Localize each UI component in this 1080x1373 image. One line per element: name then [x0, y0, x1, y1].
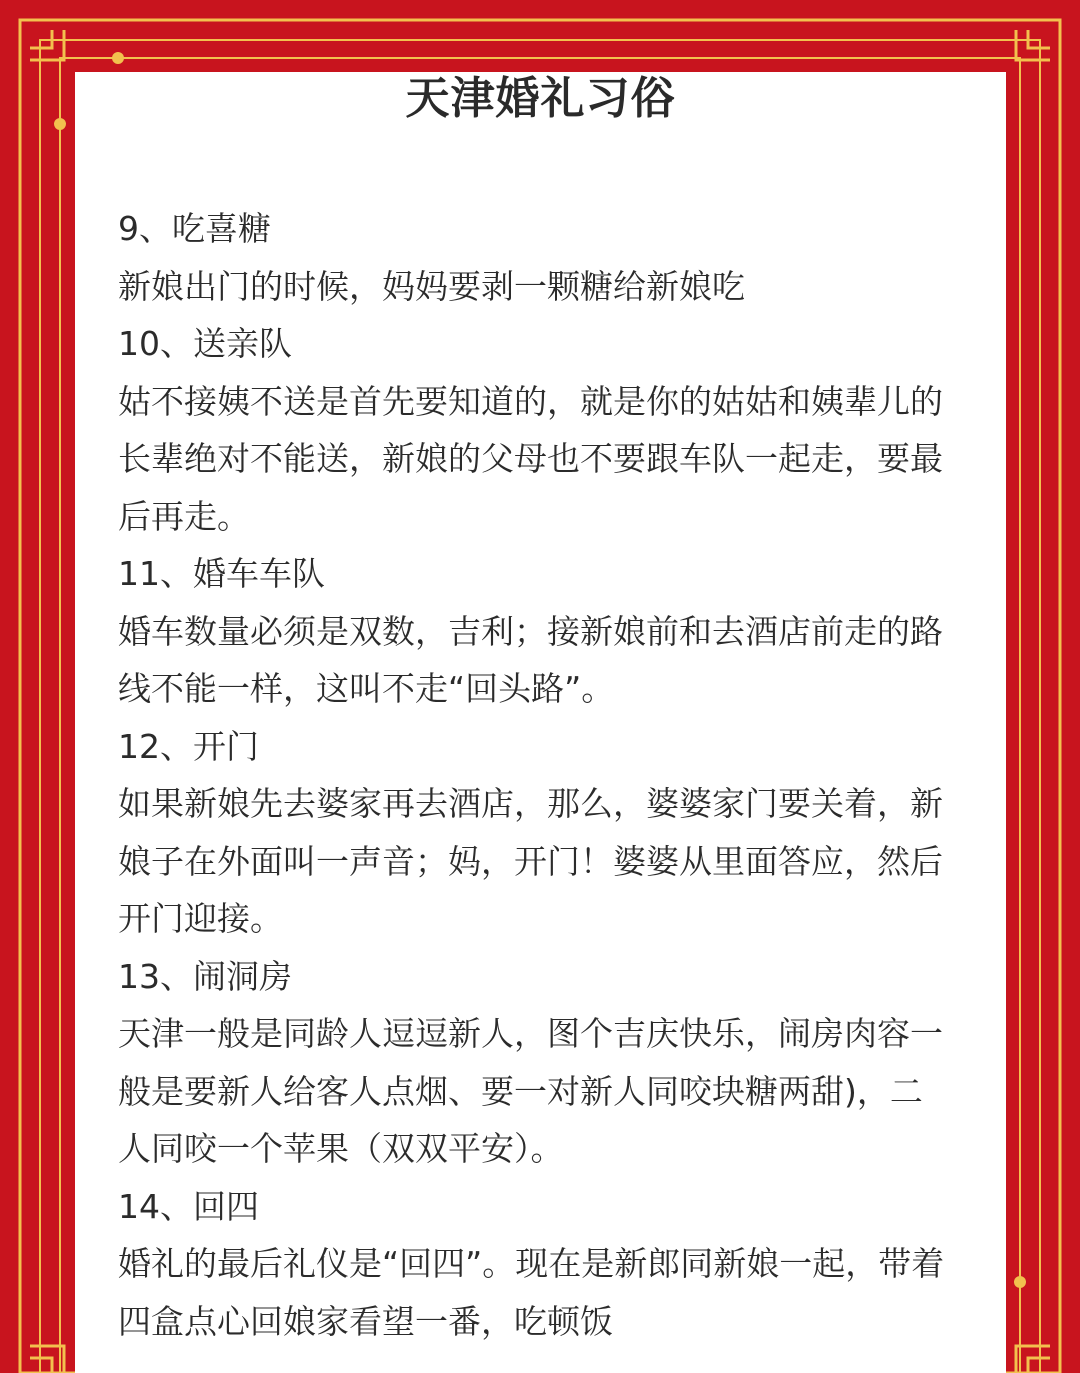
- section-heading-12: 12、开门: [118, 726, 259, 766]
- section-heading-13: 13、闹洞房: [118, 956, 292, 996]
- section-body-14: 婚礼的最后礼仪是“回四”。现在是新郎同新娘一起，带着四盒点心回娘家看望一番，吃顿饭: [118, 1244, 945, 1341]
- section-heading-14: 14、回四: [118, 1186, 259, 1226]
- section-body-11: 婚车数量必须是双数，吉利；接新娘前和去酒店前走的路线不能一样，这叫不走“回头路”。: [118, 611, 943, 708]
- page-title: 天津婚礼习俗: [405, 73, 676, 124]
- section-body-12: 如果新娘先去婆家再去酒店，那么，婆婆家门要关着，新娘子在外面叫一声音；妈，开门！婆婆从里面答应，然后开门迎接。: [118, 784, 943, 938]
- section-heading-11: 11、婚车车队: [118, 554, 325, 593]
- document-content: [118, 200, 948, 1350]
- section-body-9: 新娘出门的时候，妈妈要剥一颗糖给新娘吃: [118, 266, 745, 306]
- section-heading-10: 10、送亲队: [118, 324, 292, 363]
- section-body-13: 天津一般是同龄人逗逗新人，图个吉庆快乐，闹房肉容一般是要新人给客人点烟、要一对新人同咬块糖两甜)，二人同咬一个苹果（双双平安）。: [118, 1014, 943, 1168]
- document-page: [75, 72, 1006, 1373]
- section-body-10: 姑不接姨不送是首先要知道的，就是你的姑姑和姨辈儿的长辈绝对不能送，新娘的父母也不要跟车队一起走，要最后再走。: [118, 381, 943, 536]
- section-heading-9: 9、吃喜糖: [118, 209, 271, 248]
